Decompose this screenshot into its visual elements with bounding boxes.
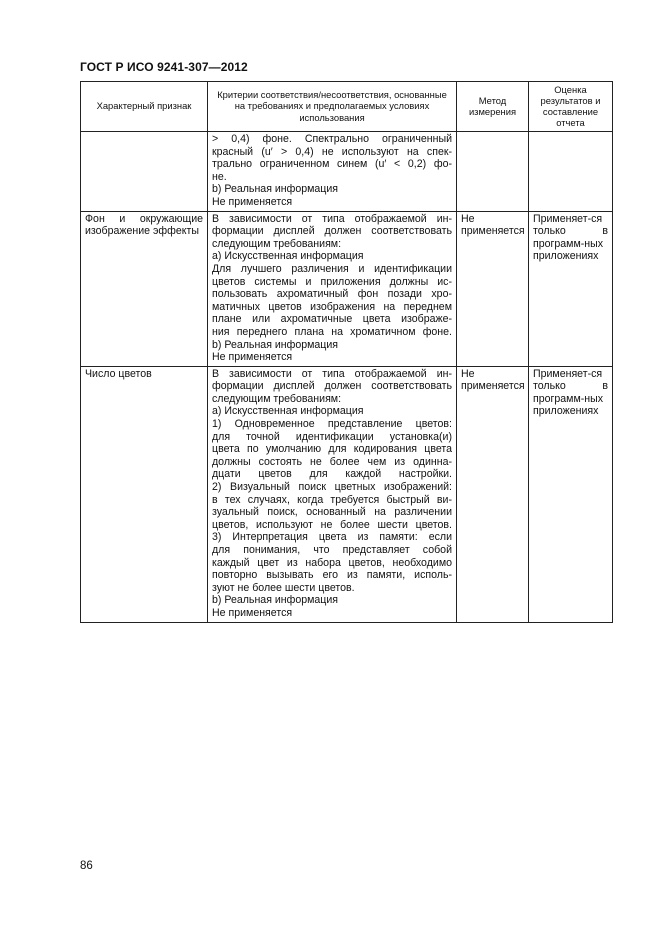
page-number: 86 [80,860,93,872]
criteria-line: для точной идентификации установка(и) [212,430,452,443]
criteria-line: ния переднего плана на хроматичном фоне. [212,325,452,338]
cell-criteria [208,366,457,622]
cell-evaluation [529,132,613,212]
table-row [81,366,613,622]
criteria-line: в тех случаях, когда требуется быстрый ви- [212,493,452,506]
criteria-line: пользовать ахроматичный фон позади хро- [212,288,452,301]
cell-criteria [208,132,457,212]
criteria-line: зуальный поиск, основанный на различении [212,506,452,519]
criteria-line: цветов, используют не более шести цветов. [212,518,452,531]
criteria-line: каждый цвет из набора цветов, необходимо [212,556,452,569]
requirements-table [80,81,613,623]
criteria-line: b) Реальная информация [212,338,339,351]
criteria-line: Не применяется [212,195,293,208]
criteria-line: 1) Одновременное представление цветов: [212,418,452,431]
column-header-criteria: Критерии соответствия/несоответствия, основанные на требованиях и предполагаемых условиях использования [208,82,457,132]
criteria-line: не. [212,170,227,183]
document-code: ГОСТ Р ИСО 9241-307—2012 [80,60,248,74]
criteria-line: Для лучшего различения и идентификации [212,262,452,275]
column-header-evaluation: Оценка результатов и составление отчета [529,82,613,132]
cell-evaluation: Применяет-ся только в программ-ных приложениях [529,211,613,366]
criteria-line: цвета по умолчанию для кодирования цвета [212,443,452,456]
criteria-line: В зависимости от типа отображаемой ин- [212,212,452,225]
table-body [81,132,613,623]
criteria-line: 3) Интерпретация цвета из памяти: если [212,531,452,544]
criteria-line: 2) Визуальный поиск цветных изображений: [212,481,452,494]
criteria-line: а) Искусственная информация [212,405,364,418]
criteria-line: цветов системы и приложения должны ис- [212,275,452,288]
criteria-line: повторно вызывать его из памяти, исполь- [212,569,452,582]
cell-method [457,132,529,212]
cell-criteria [208,211,457,366]
criteria-line: b) Реальная информация [212,594,339,607]
criteria-line: формации дисплей должен соответствовать [212,225,452,238]
cell-method: Не применяется [457,211,529,366]
table-row [81,211,613,366]
criteria-line: красный (u′ > 0,4) не используют на спек- [212,145,452,158]
cell-method: Не применяется [457,366,529,622]
criteria-line: формации дисплей должен соответствовать [212,380,452,393]
criteria-line: дцати цветов для каждой настройки. [212,468,452,481]
header-row [81,82,613,132]
criteria-line: для понимания, что представляет собой [212,544,452,556]
criteria-line: следующим требованиям: [212,237,342,250]
column-header-method: Метод измерения [457,82,529,132]
criteria-line: матичных цветов изображения на переднем [212,300,452,313]
criteria-line: следующим требованиям: [212,392,342,405]
cell-feature: Фон и окружающие изображение эффекты [81,211,208,366]
criteria-line: b) Реальная информация [212,183,339,196]
criteria-line: а) Искусственная информация [212,250,364,263]
table-header [81,82,613,132]
column-header-feature: Характерный признак [81,82,208,132]
criteria-line: зуют не более шести цветов. [212,581,355,594]
criteria-line: В зависимости от типа отображаемой ин- [212,367,452,380]
criteria-line: должны состоять не более чем из одинна- [212,455,452,468]
cell-feature [81,132,208,212]
cell-feature: Число цветов [81,366,208,622]
criteria-line: трально ограниченном синем (u′ < 0,2) фо- [212,158,452,171]
cell-evaluation: Применяет-ся только в программ-ных приложениях [529,366,613,622]
criteria-line: Не применяется [212,351,293,364]
criteria-line: Не применяется [212,606,293,619]
criteria-line: плане или ахроматичные цвета изображе- [212,313,452,326]
criteria-line: > 0,4) фоне. Спектрально ограниченный [212,133,452,145]
table-row [81,132,613,212]
